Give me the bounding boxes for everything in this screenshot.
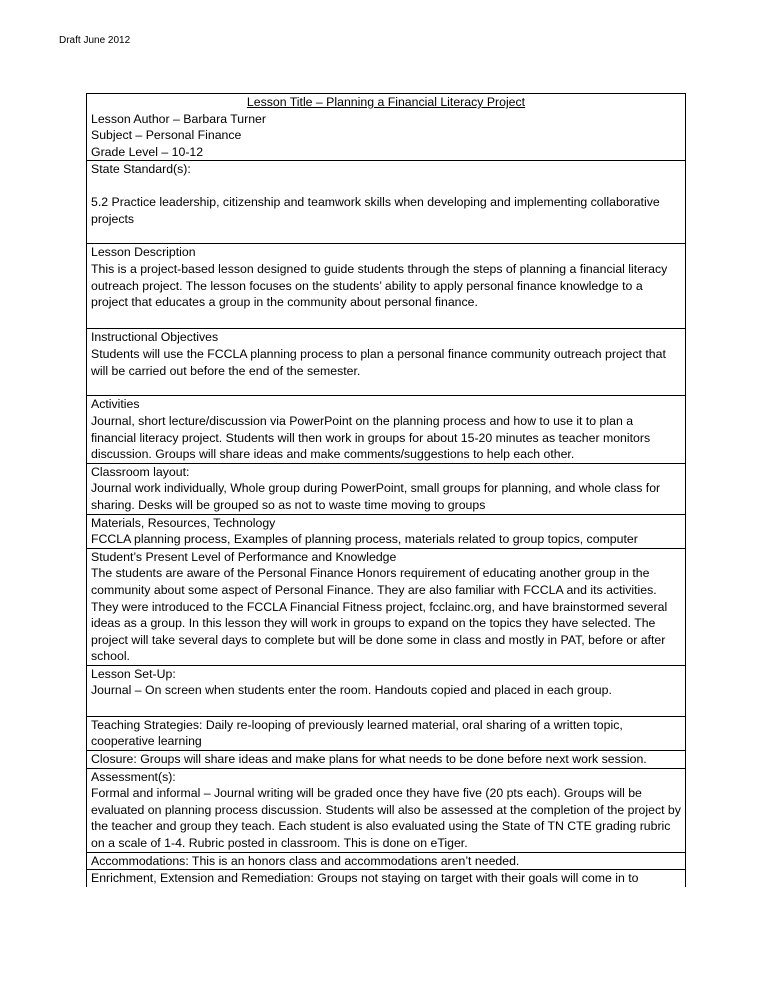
setup-heading: Lesson Set-Up: [91,666,176,681]
materials-text: FCCLA planning process, Examples of planning process, materials related to group topics, computer [91,532,638,547]
closure-cell [87,751,686,769]
objectives-cell [87,329,686,396]
table-row [87,768,686,852]
lesson-grade: Grade Level – 10-12 [91,144,204,159]
layout-heading: Classroom layout: [91,464,190,479]
assessment-cell [87,768,686,852]
activities-cell [87,396,686,463]
lesson-subject: Subject – Personal Finance [91,128,242,143]
materials-heading: Materials, Resources, Technology [91,515,276,530]
objectives-text: Students will use the FCCLA planning process to plan a personal finance community outreach project that will be carried out before the end of the semester. [91,346,666,378]
table-row [87,514,686,548]
table-row [87,329,686,396]
layout-cell [87,463,686,514]
table-row [87,870,686,887]
page-header: Draft June 2012 [59,35,131,46]
accommodations-cell [87,852,686,870]
description-text: This is a project-based lesson designed to guide students through the steps of planning a financial literacy outreach project. The lesson focuses on the students’ ability to apply personal finance knowledge to a project that educates a group in the community about personal finance. [91,261,668,310]
setup-text: Journal – On screen when students enter the room. Handouts copied and placed in each group. [91,683,612,698]
table-row [87,852,686,870]
table-row [87,665,686,716]
closure-text: Closure: Groups will share ideas and make plans for what needs to be done before next work session. [91,752,647,767]
objectives-heading: Instructional Objectives [91,330,219,345]
table-row [87,463,686,514]
standards-text: 5.2 Practice leadership, citizenship and teamwork skills when developing and implementing collaborative projects [91,194,660,226]
lesson-plan-table [86,93,686,887]
strategies-text: Teaching Strategies: Daily re-looping of previously learned material, oral sharing of a written topic, cooperative learning [91,717,623,749]
table-row [87,548,686,665]
present-level-heading: Student’s Present Level of Performance and Knowledge [91,549,397,564]
assessment-heading: Assessment(s): [91,769,176,784]
setup-cell [87,665,686,716]
table-row [87,396,686,463]
description-cell [87,244,686,329]
present-level-cell [87,548,686,665]
table-row [87,716,686,750]
enrichment-text: Enrichment, Extension and Remediation: Groups not staying on target with their goals will come in to [91,871,639,886]
accommodations-text: Accommodations: This is an honors class and accommodations aren’t needed. [91,853,520,868]
table-row [87,94,686,161]
table-row [87,751,686,769]
standards-cell [87,161,686,244]
lesson-title: Lesson Title – Planning a Financial Literacy Project [246,95,526,109]
description-heading: Lesson Description [91,245,196,260]
present-level-text: The students are aware of the Personal Finance Honors requirement of educating another group in the community about some aspect of Personal Finance. They are also familiar with FCCLA and its activities. They were introduced to the FCCLA Financial Fitness project, fcclainc.org, and have brainstormed several ideas as a group. In this lesson they will work in groups to expand on the topics they have selected. The project will take several days to complete but will be done some in class and mostly in PAT, before or after school. [91,566,668,664]
activities-heading: Activities [91,397,140,412]
activities-text: Journal, short lecture/discussion via PowerPoint on the planning process and how to use it to plan a financial literacy project. Students will then work in groups for about 15-20 minutes as teacher monitors discussion. Groups will share ideas and make comments/suggestions to help each other. [91,413,651,462]
table-row [87,161,686,244]
table-row [87,244,686,329]
standards-label: State Standard(s): [91,162,191,177]
materials-cell [87,514,686,548]
enrichment-cell [87,870,686,887]
layout-text: Journal work individually, Whole group during PowerPoint, small groups for planning, and whole class for sharing. Desks will be grouped so as not to waste time moving to groups [91,481,661,512]
lesson-author: Lesson Author – Barbara Turner [91,111,266,126]
assessment-text: Formal and informal – Journal writing will be graded once they have five (20 pts each). Groups will be evaluated on planning process discussion. Students will also be assessed at the completion of the project by the teacher and group they teach. Each student is also evaluated using the State of TN CTE grading rubric on a scale of 1-4. Rubric posted in classroom. This is done on eTiger. [91,786,681,851]
lesson-header-cell [87,94,686,161]
strategies-cell [87,716,686,750]
